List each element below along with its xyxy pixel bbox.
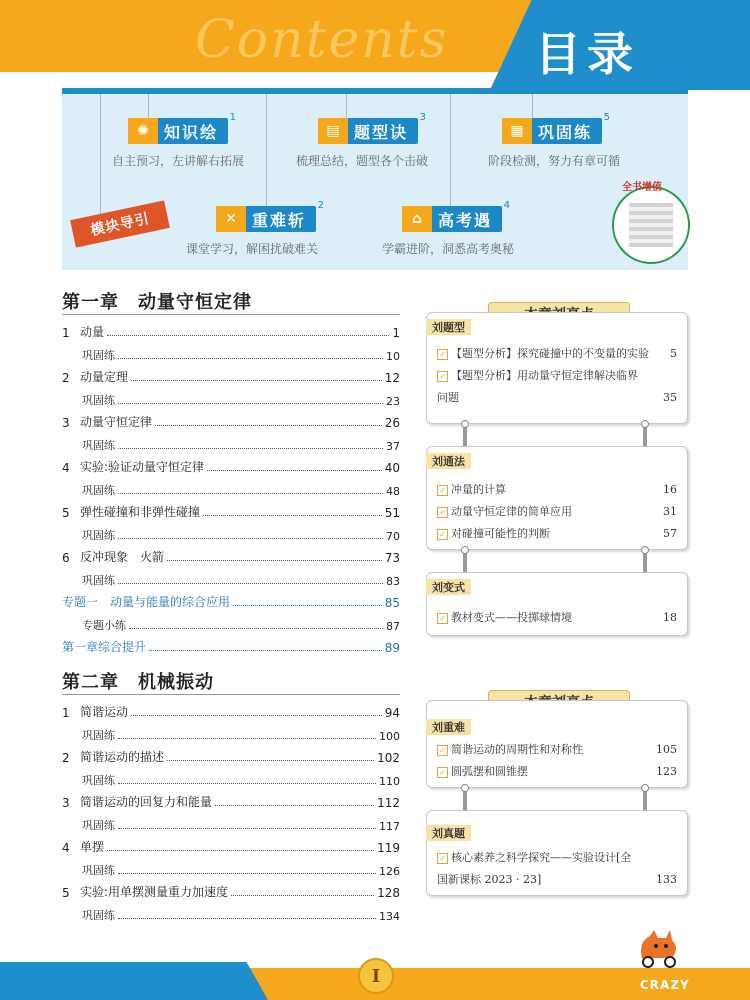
book-icon: ▦ — [502, 118, 532, 144]
toc-entry-page: 40 — [384, 461, 400, 475]
check-icon: ✓ — [437, 485, 448, 496]
dot-leader — [207, 470, 382, 471]
module-badge-practice — [502, 112, 611, 144]
module-title: 高考遇 — [438, 210, 493, 230]
toc-entry[interactable] — [82, 903, 400, 923]
toc-entry-page: 134 — [379, 909, 400, 923]
toc-entry-page: 26 — [384, 416, 400, 430]
hanging-rope — [450, 94, 451, 212]
dot-leader — [215, 805, 374, 806]
toc-entry-number: 1 — [62, 326, 70, 340]
toc-entry-page: 51 — [384, 506, 400, 520]
toc-entry-number: 5 — [62, 506, 70, 520]
toc-entry-page: 94 — [384, 706, 400, 720]
hanging-rope — [100, 94, 101, 224]
toc-entry-page: 126 — [379, 864, 400, 878]
toc-entry-page: 100 — [379, 729, 400, 743]
check-icon: ✓ — [437, 371, 448, 382]
toc-entry[interactable] — [82, 813, 400, 833]
toc-entry[interactable] — [82, 723, 400, 743]
module-guide-tag: 模块导引 — [70, 200, 170, 247]
card-item[interactable]: ✓ 动量守恒定律的简单应用 31 — [437, 501, 677, 523]
toc-entry-title: 单摆 — [80, 840, 105, 854]
card-item[interactable]: ✓ 圆弧摆和圆锥摆 123 — [437, 761, 677, 783]
dot-leader — [118, 493, 383, 494]
dot-leader — [118, 738, 376, 739]
dot-leader — [118, 358, 383, 359]
toc-entry[interactable] — [62, 500, 400, 520]
module-badge-gaokao — [402, 200, 511, 232]
toc-entry[interactable] — [62, 700, 400, 720]
dot-leader — [167, 560, 382, 561]
check-icon: ✓ — [437, 349, 448, 360]
toc-entry-title: 反冲现象 火箭 — [80, 550, 165, 564]
toc-entry[interactable] — [62, 880, 400, 900]
card-item[interactable]: ✓ 【题型分析】用动量守恒定律解决临界 — [437, 365, 677, 387]
dot-leader — [118, 783, 376, 784]
check-icon: ✓ — [437, 853, 448, 864]
card-hook — [463, 550, 467, 572]
toc-entry-title: 巩固练 — [82, 573, 115, 587]
dot-leader — [131, 715, 382, 716]
dot-leader — [149, 650, 382, 651]
qr-code-badge[interactable] — [612, 186, 690, 264]
toc-entry-page: 1 — [392, 326, 400, 340]
card-tag: 刘变式 — [426, 579, 471, 595]
toc-entry-page: 70 — [386, 529, 400, 543]
toc-entry-page: 128 — [377, 886, 400, 900]
check-icon: ✓ — [437, 507, 448, 518]
module-number: 2 — [317, 200, 325, 211]
toc-entry-title: 巩固练 — [82, 438, 115, 452]
module-badge-knowledge — [128, 112, 237, 144]
toc-entry-page: 119 — [377, 841, 400, 855]
building-icon: ⌂ — [402, 206, 432, 232]
toc-entry-page: 117 — [379, 819, 400, 833]
dot-leader — [203, 515, 382, 516]
toc-entry[interactable] — [62, 790, 400, 810]
toc-entry[interactable] — [82, 433, 400, 453]
toc-entry[interactable] — [62, 455, 400, 475]
hanging-rope — [266, 94, 267, 212]
module-desc: 阶段检测，努力有章可循 — [488, 154, 621, 168]
module-badge-difficulty — [216, 200, 325, 232]
toc-entry-page: 89 — [384, 641, 400, 655]
toc-entry-title: 巩固练 — [82, 528, 115, 542]
dot-leader — [118, 828, 376, 829]
card-item[interactable]: 国新课标 2023 · 23] 133 — [437, 873, 677, 886]
toc-entry-page: 12 — [384, 371, 400, 385]
dot-leader — [129, 628, 383, 629]
card-item[interactable]: ✓ 简谐运动的周期性和对称性 105 — [437, 739, 677, 761]
contents-watermark: Contents — [195, 10, 449, 70]
check-icon: ✓ — [437, 529, 448, 540]
page-number: I — [358, 958, 394, 994]
toc-entry[interactable] — [82, 858, 400, 878]
card-hook — [643, 550, 647, 572]
toc-entry-page: 112 — [377, 796, 400, 810]
toc-entry-title: 专题小练 — [82, 618, 126, 632]
toc-entry[interactable] — [62, 320, 400, 340]
module-title: 题型诀 — [354, 122, 409, 142]
toc-entry[interactable] — [62, 835, 400, 855]
module-desc: 学霸进阶，洞悉高考奥秘 — [382, 242, 515, 256]
highlight-card — [426, 312, 688, 424]
toc-entry-title: 巩固练 — [82, 348, 115, 362]
toc-entry[interactable] — [62, 590, 400, 610]
toc-entry-number: 6 — [62, 551, 70, 565]
toc-entry-page: 110 — [379, 774, 400, 788]
toc-entry-number: 2 — [62, 371, 70, 385]
card-hook — [643, 788, 647, 810]
dot-leader — [107, 850, 374, 851]
check-icon: ✓ — [437, 745, 448, 756]
toc-entry[interactable] — [62, 745, 400, 765]
swords-icon: ✕ — [216, 206, 246, 232]
footer-blue-block — [0, 962, 268, 1000]
dot-leader — [231, 895, 374, 896]
card-tag: 刘通法 — [426, 453, 471, 469]
module-desc: 课堂学习，解困扰破难关 — [186, 242, 319, 256]
module-guide-panel — [62, 90, 688, 270]
toc-entry[interactable] — [82, 768, 400, 788]
check-icon: ✓ — [437, 613, 448, 624]
toc-entry-page: 102 — [377, 751, 400, 765]
toc-entry-page: 73 — [384, 551, 400, 565]
chapter-divider — [62, 694, 400, 695]
module-title: 巩固练 — [538, 122, 593, 142]
toc-entry[interactable] — [82, 568, 400, 588]
page-title: 目录 — [535, 27, 639, 81]
dot-leader — [118, 538, 383, 539]
bulb-icon: ✺ — [128, 118, 158, 144]
chapter-divider — [62, 314, 400, 315]
chapter-2-title: 第二章 机械振动 — [62, 672, 214, 693]
toc-entry-title: 巩固练 — [82, 818, 115, 832]
module-number: 3 — [419, 112, 427, 123]
guide-top-bar — [62, 88, 688, 94]
toc-entry-title: 巩固练 — [82, 773, 115, 787]
dot-leader — [118, 873, 376, 874]
toc-entry[interactable] — [82, 478, 400, 498]
toc-entry-number: 3 — [62, 416, 70, 430]
toc-entry-page: 48 — [386, 484, 400, 498]
highlight-card — [426, 810, 688, 896]
chart-icon: ▤ — [318, 118, 348, 144]
module-desc: 自主预习，左讲解右拓展 — [112, 154, 245, 168]
toc-entry-title: 巩固练 — [82, 863, 115, 877]
dot-leader — [167, 760, 374, 761]
card-tag: 刘重难 — [426, 719, 471, 735]
toc-entry-number: 5 — [62, 886, 70, 900]
card-tag: 刘真题 — [426, 825, 471, 841]
brand-logo: CRAZY — [640, 978, 690, 992]
toc-entry-title: 巩固练 — [82, 728, 115, 742]
toc-entry[interactable] — [62, 545, 400, 565]
check-icon: ✓ — [437, 767, 448, 778]
toc-entry[interactable] — [82, 343, 400, 363]
fox-mascot-icon — [636, 928, 682, 968]
card-item[interactable]: ✓ 核心素养之科学探究——实验设计[全 — [437, 847, 677, 869]
chapter-1-title: 第一章 动量守恒定律 — [62, 292, 252, 313]
dot-leader — [131, 380, 382, 381]
toc-entry-title: 实验:验证动量守恒定律 — [80, 460, 205, 474]
module-badge-question-types — [318, 112, 427, 144]
dot-leader — [107, 335, 389, 336]
toc-entry-title: 巩固练 — [82, 483, 115, 497]
toc-entry-title: 弹性碰撞和非弹性碰撞 — [80, 505, 201, 519]
card-hook — [463, 788, 467, 810]
dot-leader — [233, 605, 382, 606]
toc-entry-title: 简谐运动 — [80, 705, 129, 719]
card-hook — [643, 424, 647, 446]
toc-entry-page: 87 — [386, 619, 400, 633]
toc-entry-number: 2 — [62, 751, 70, 765]
highlight-card — [426, 572, 688, 636]
toc-entry-title: 动量 — [80, 325, 105, 339]
dot-leader — [155, 425, 382, 426]
card-tag: 刘题型 — [426, 319, 471, 335]
dot-leader — [118, 403, 383, 404]
module-title: 重难斩 — [252, 210, 307, 230]
toc-entry[interactable] — [82, 523, 400, 543]
qr-label: 全书增值 — [622, 182, 662, 193]
highlight-card — [426, 700, 688, 788]
toc-entry[interactable] — [62, 410, 400, 430]
qr-code — [629, 203, 673, 247]
toc-entry-title: 巩固练 — [82, 393, 115, 407]
toc-entry-title: 第一章综合提升 — [62, 640, 147, 654]
toc-entry-title: 动量定理 — [80, 370, 129, 384]
toc-entry-title: 简谐运动的回复力和能量 — [80, 795, 213, 809]
module-number: 1 — [229, 112, 237, 123]
toc-entry-title: 专题一 动量与能量的综合应用 — [62, 595, 231, 609]
toc-entry[interactable] — [82, 613, 400, 633]
dot-leader — [118, 583, 383, 584]
toc-entry-number: 4 — [62, 461, 70, 475]
module-desc: 梳理总结，题型各个击破 — [296, 154, 429, 168]
toc-entry-page: 23 — [386, 394, 400, 408]
toc-entry-page: 37 — [386, 439, 400, 453]
card-item[interactable]: ✓ 【题型分析】探究碰撞中的不变量的实验 5 — [437, 343, 677, 365]
toc-entry[interactable] — [82, 388, 400, 408]
toc-entry-title: 实验:用单摆测量重力加速度 — [80, 885, 229, 899]
toc-entry-title: 动量守恒定律 — [80, 415, 153, 429]
card-hook — [463, 424, 467, 446]
toc-entry[interactable] — [62, 365, 400, 385]
toc-entry-title: 简谐运动的描述 — [80, 750, 165, 764]
card-item[interactable]: ✓ 对碰撞可能性的判断 57 — [437, 523, 677, 545]
toc-entry-number: 4 — [62, 841, 70, 855]
highlight-card — [426, 446, 688, 550]
module-number: 5 — [603, 112, 611, 123]
module-title: 知识绘 — [164, 122, 219, 142]
toc-entry-page: 85 — [384, 596, 400, 610]
toc-entry-number: 1 — [62, 706, 70, 720]
toc-entry-title: 巩固练 — [82, 908, 115, 922]
card-item[interactable]: ✓ 冲量的计算 16 — [437, 479, 677, 501]
toc-entry[interactable] — [62, 635, 400, 655]
card-item[interactable]: 问题 35 — [437, 391, 677, 404]
dot-leader — [118, 918, 376, 919]
toc-entry-number: 3 — [62, 796, 70, 810]
dot-leader — [118, 448, 383, 449]
card-item[interactable]: ✓ 教材变式——投掷球情境 18 — [437, 607, 677, 629]
module-number: 4 — [503, 200, 511, 211]
toc-entry-page: 83 — [386, 574, 400, 588]
toc-entry-page: 10 — [386, 349, 400, 363]
